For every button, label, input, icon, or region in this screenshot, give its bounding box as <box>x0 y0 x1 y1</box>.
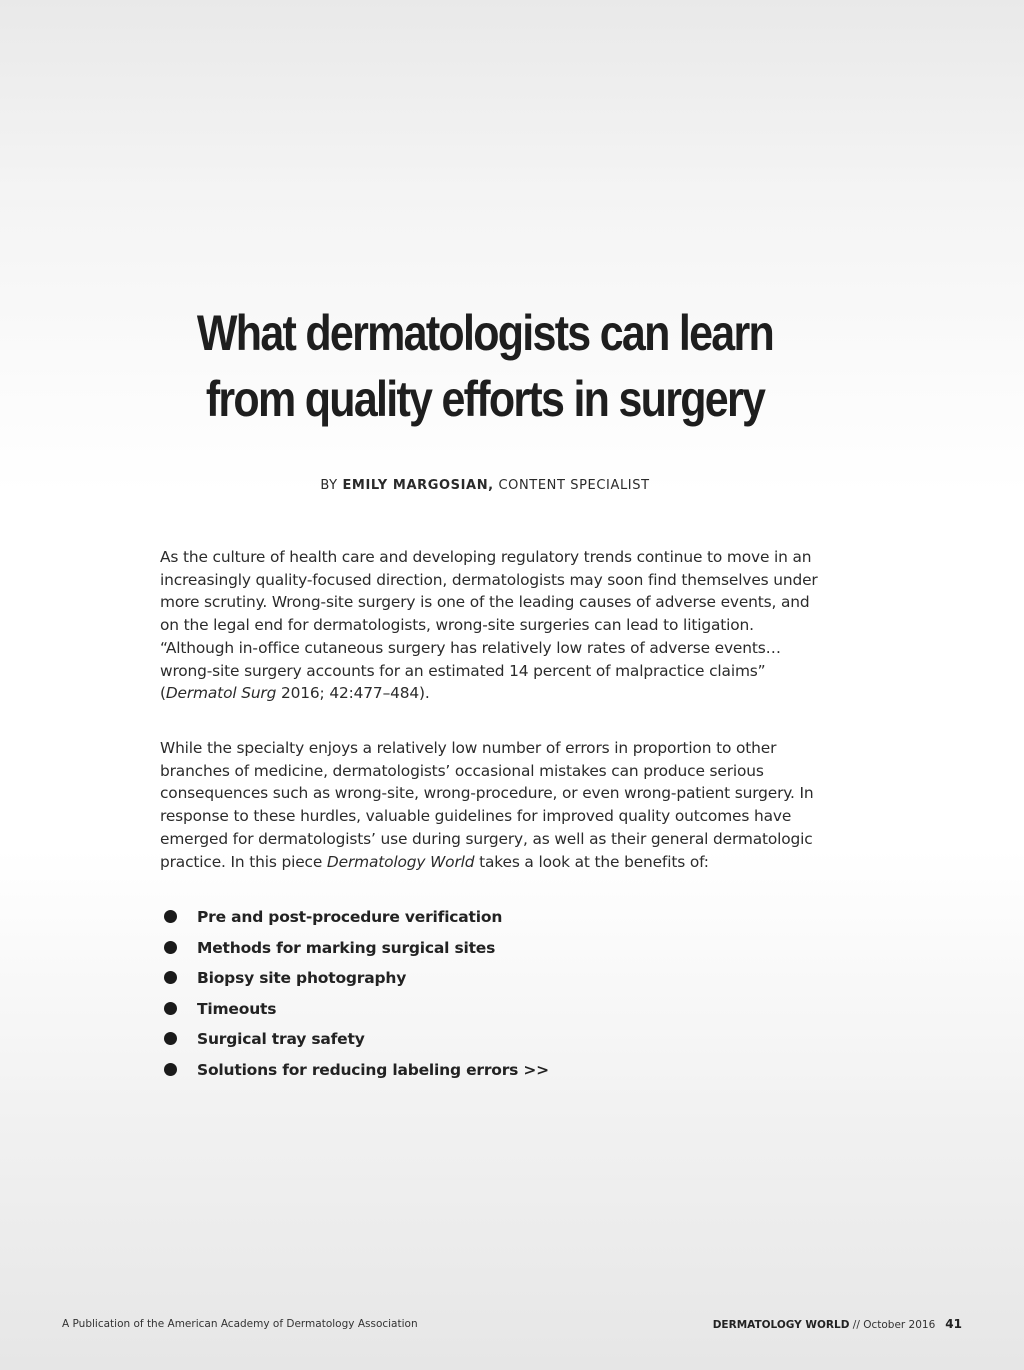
bullet-dot-icon <box>164 971 177 984</box>
bullet-dot-icon <box>164 941 177 954</box>
list-item-label: Timeouts <box>197 999 277 1018</box>
footer-publisher: A Publication of the American Academy of Dermatology Association <box>62 1318 418 1330</box>
list-item-label: Biopsy site photography <box>197 969 407 988</box>
footer-issue <box>713 1317 962 1331</box>
page-number: 41 <box>945 1317 962 1331</box>
bullet-dot-icon <box>164 1032 177 1045</box>
byline-prefix: BY <box>320 478 343 493</box>
second-paragraph <box>160 737 825 873</box>
byline <box>160 478 810 493</box>
byline-role: CONTENT SPECIALIST <box>493 478 650 493</box>
footer-separator: // <box>849 1319 864 1331</box>
bullet-dot-icon <box>164 1063 177 1076</box>
list-item-label: Pre and post-procedure verification <box>197 908 503 926</box>
list-item <box>162 994 549 1025</box>
journal-citation: Dermatol Surg <box>165 684 277 703</box>
list-item <box>162 1024 549 1055</box>
benefits-list <box>162 902 549 1086</box>
list-item <box>162 902 549 933</box>
second-text-a: While the specialty enjoys a relatively low number of errors in proportion to other branches of medicine, dermatologists’ occasional mistakes can produce serious consequences such as wrong-site, wrong-procedure, or even wrong-patient surgery. In response to these hurdles, valuable guidelines for improved quality outcomes have emerged for dermatologists’ use during surgery, as well as their general dermatologic practice. In this piece <box>160 739 814 871</box>
title-line-1: What dermatologists can learn <box>196 305 774 361</box>
intro-paragraph <box>160 546 825 705</box>
list-item <box>162 933 549 964</box>
title-line-2: from quality efforts in surgery <box>205 371 765 427</box>
list-item <box>162 963 549 994</box>
list-item-label: Methods for marking surgical sites <box>197 938 496 957</box>
publication-name: Dermatology World <box>326 852 475 871</box>
intro-text-b: 2016; 42:477–484). <box>276 684 430 703</box>
bullet-dot-icon <box>164 1002 177 1015</box>
list-item-label: Surgical tray safety <box>197 1030 365 1049</box>
bullet-dot-icon <box>164 910 177 923</box>
article-title <box>171 300 799 432</box>
second-text-b: takes a look at the benefits of: <box>474 852 709 871</box>
footer-date: October 2016 <box>863 1319 936 1331</box>
list-item-next-link[interactable] <box>162 1055 549 1086</box>
intro-text-a: As the culture of health care and developing regulatory trends continue to move in an increasingly quality-focused direction, dermatologists may soon find themselves under more scrutiny. Wrong-site surgery is one of the leading causes of adverse events, and on the legal end for dermatologists, wrong-site surgeries can lead to litigation. “Although in-office cutaneous surgery has relatively low rates of adverse events…wrong-site surgery accounts for an estimated 14 percent of malpractice claims” ( <box>160 548 818 703</box>
byline-author: EMILY MARGOSIAN, <box>342 478 494 493</box>
footer-magazine: DERMATOLOGY WORLD <box>712 1319 850 1331</box>
list-item-label[interactable]: Solutions for reducing labeling errors >> <box>197 1060 549 1079</box>
